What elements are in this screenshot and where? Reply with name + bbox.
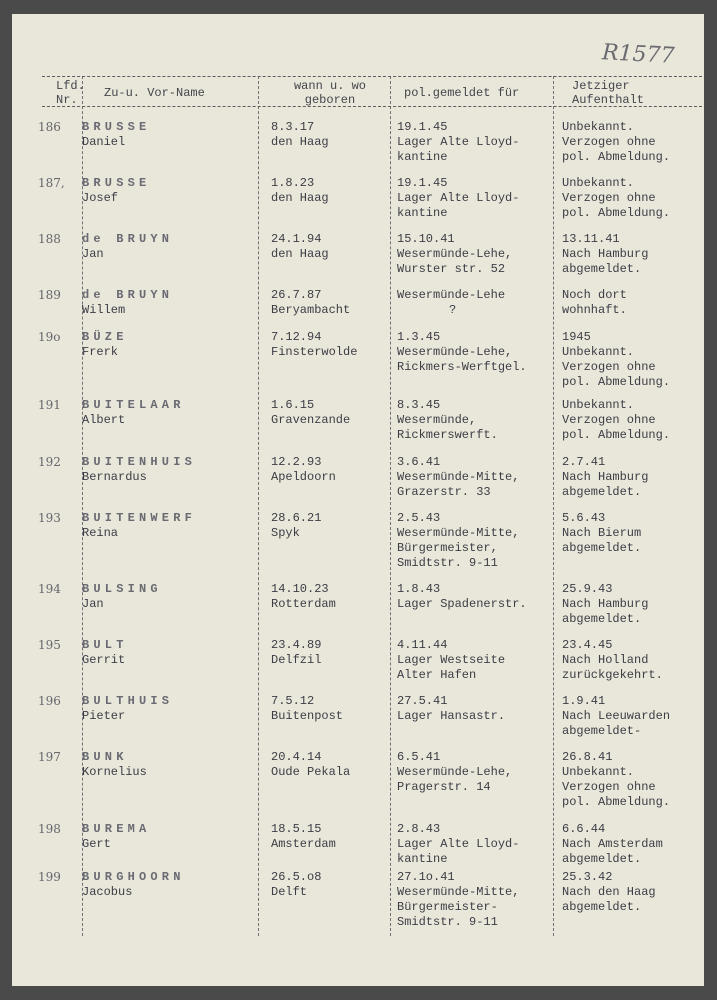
current-residence: 23.4.45 Nach Holland zurückgekehrt. [562, 638, 663, 682]
header-name: Zu-u. Vor-Name [104, 86, 205, 100]
first-name: Jan [82, 247, 104, 261]
table-row [12, 455, 704, 511]
current-residence: Unbekannt. Verzogen ohne pol. Abmeldung. [562, 176, 671, 220]
first-name: Josef [82, 191, 119, 205]
birth-info: 23.4.89 Delfzil [271, 638, 322, 667]
registered-info: 19.1.45 Lager Alte Lloyd- kantine [397, 120, 520, 164]
row-number: 199 [38, 870, 61, 884]
row-number: 188 [38, 232, 61, 246]
archive-number: R1577 [601, 40, 676, 69]
registered-info: 15.10.41 Wesermünde-Lehe, Wurster str. 52 [397, 232, 513, 276]
surname: BUNK [82, 750, 128, 764]
table-row [12, 120, 704, 176]
registered-info: Wesermünde-Lehe ? [397, 288, 506, 317]
first-name: Bernardus [82, 470, 147, 484]
row-number: 186 [38, 120, 61, 134]
table-row [12, 232, 704, 288]
surname: de BRUYN [82, 232, 174, 246]
row-number: 198 [38, 822, 61, 836]
first-name: Albert [82, 413, 126, 427]
header-birth: wann u. wo geboren [293, 79, 366, 107]
row-number: 19o [38, 330, 61, 344]
birth-info: 12.2.93 Apeldoorn [271, 455, 336, 484]
birth-info: 1.6.15 Gravenzande [271, 398, 351, 427]
row-number: 187, [38, 176, 65, 190]
surname: BULTHUIS [82, 694, 174, 708]
registered-info: 3.6.41 Wesermünde-Mitte, Grazerstr. 33 [397, 455, 520, 499]
registered-info: 2.5.43 Wesermünde-Mitte, Bürgermeister, Smidtstr. 9-11 [397, 511, 520, 570]
current-residence: Unbekannt. Verzogen ohne pol. Abmeldung. [562, 398, 671, 442]
birth-info: 7.5.12 Buitenpost [271, 694, 344, 723]
table-row [12, 750, 704, 809]
first-name: Jacobus [82, 885, 133, 899]
header-registered: pol.gemeldet für [404, 86, 520, 100]
first-name: Pieter [82, 709, 126, 723]
surname: BUREMA [82, 822, 151, 836]
table-row [12, 638, 704, 694]
current-residence: 1.9.41 Nach Leeuwarden abgemeldet- [562, 694, 671, 738]
current-residence: 2.7.41 Nach Hamburg abgemeldet. [562, 455, 649, 499]
row-number: 196 [38, 694, 61, 708]
birth-info: 24.1.94 den Haag [271, 232, 329, 261]
row-number: 197 [38, 750, 61, 764]
surname: BUITENWERF [82, 511, 197, 525]
registered-info: 27.1o.41 Wesermünde-Mitte, Bürgermeister- Smidtstr. 9-11 [397, 870, 520, 929]
first-name: Kornelius [82, 765, 147, 779]
current-residence: 1945 Unbekannt. Verzogen ohne pol. Abmeldung. [562, 330, 671, 389]
surname: BÜZE [82, 330, 128, 344]
current-residence: 25.9.43 Nach Hamburg abgemeldet. [562, 582, 649, 626]
current-residence: Noch dort wohnhaft. [562, 288, 627, 317]
first-name: Daniel [82, 135, 126, 149]
first-name: Gert [82, 837, 111, 851]
registered-info: 8.3.45 Wesermünde, Rickmerswerft. [397, 398, 498, 442]
birth-info: 7.12.94 Finsterwolde [271, 330, 358, 359]
surname: BULT [82, 638, 128, 652]
header-current-residence: Jetziger Aufenthalt [572, 79, 645, 107]
registered-info: 19.1.45 Lager Alte Lloyd- kantine [397, 176, 520, 220]
surname: BRUSSE [82, 120, 151, 134]
current-residence: 26.8.41 Unbekannt. Verzogen ohne pol. Abmeldung. [562, 750, 671, 809]
registered-info: 4.11.44 Lager Westseite Alter Hafen [397, 638, 506, 682]
table-row [12, 870, 704, 929]
birth-info: 18.5.15 Amsterdam [271, 822, 336, 851]
first-name: Frerk [82, 345, 119, 359]
registered-info: 1.3.45 Wesermünde-Lehe, Rickmers-Werftgel. [397, 330, 527, 374]
row-number: 195 [38, 638, 61, 652]
table-row [12, 582, 704, 638]
current-residence: 13.11.41 Nach Hamburg abgemeldet. [562, 232, 649, 276]
row-number: 192 [38, 455, 61, 469]
surname: BRUSSE [82, 176, 151, 190]
birth-info: 8.3.17 den Haag [271, 120, 329, 149]
registered-info: 2.8.43 Lager Alte Lloyd- kantine [397, 822, 520, 866]
birth-info: 20.4.14 Oude Pekala [271, 750, 351, 779]
registered-info: 27.5.41 Lager Hansastr. [397, 694, 506, 723]
row-number: 194 [38, 582, 61, 596]
registered-info: 6.5.41 Wesermünde-Lehe, Pragerstr. 14 [397, 750, 513, 794]
birth-info: 14.10.23 Rotterdam [271, 582, 336, 611]
table-row [12, 330, 704, 389]
surname: BUITENHUIS [82, 455, 197, 469]
first-name: Jan [82, 597, 104, 611]
first-name: Gerrit [82, 653, 126, 667]
first-name: Willem [82, 303, 126, 317]
current-residence: 6.6.44 Nach Amsterdam abgemeldet. [562, 822, 663, 866]
surname: BULSING [82, 582, 162, 596]
birth-info: 26.7.87 Beryambacht [271, 288, 351, 317]
table-row [12, 511, 704, 570]
header-lfd-nr: Lfd. Nr. [56, 79, 85, 107]
birth-info: 28.6.21 Spyk [271, 511, 322, 540]
header-top-rule [42, 76, 702, 77]
document-page [12, 14, 704, 986]
table-row [12, 694, 704, 750]
current-residence: Unbekannt. Verzogen ohne pol. Abmeldung. [562, 120, 671, 164]
birth-info: 26.5.o8 Delft [271, 870, 322, 899]
current-residence: 5.6.43 Nach Bierum abgemeldet. [562, 511, 642, 555]
surname: de BRUYN [82, 288, 174, 302]
row-number: 191 [38, 398, 61, 412]
registered-info: 1.8.43 Lager Spadenerstr. [397, 582, 527, 611]
table-row [12, 398, 704, 454]
current-residence: 25.3.42 Nach den Haag abgemeldet. [562, 870, 656, 914]
first-name: Reina [82, 526, 119, 540]
surname: BUITELAAR [82, 398, 185, 412]
row-number: 193 [38, 511, 61, 525]
surname: BURGHOORN [82, 870, 185, 884]
table-row [12, 176, 704, 232]
birth-info: 1.8.23 den Haag [271, 176, 329, 205]
row-number: 189 [38, 288, 61, 302]
